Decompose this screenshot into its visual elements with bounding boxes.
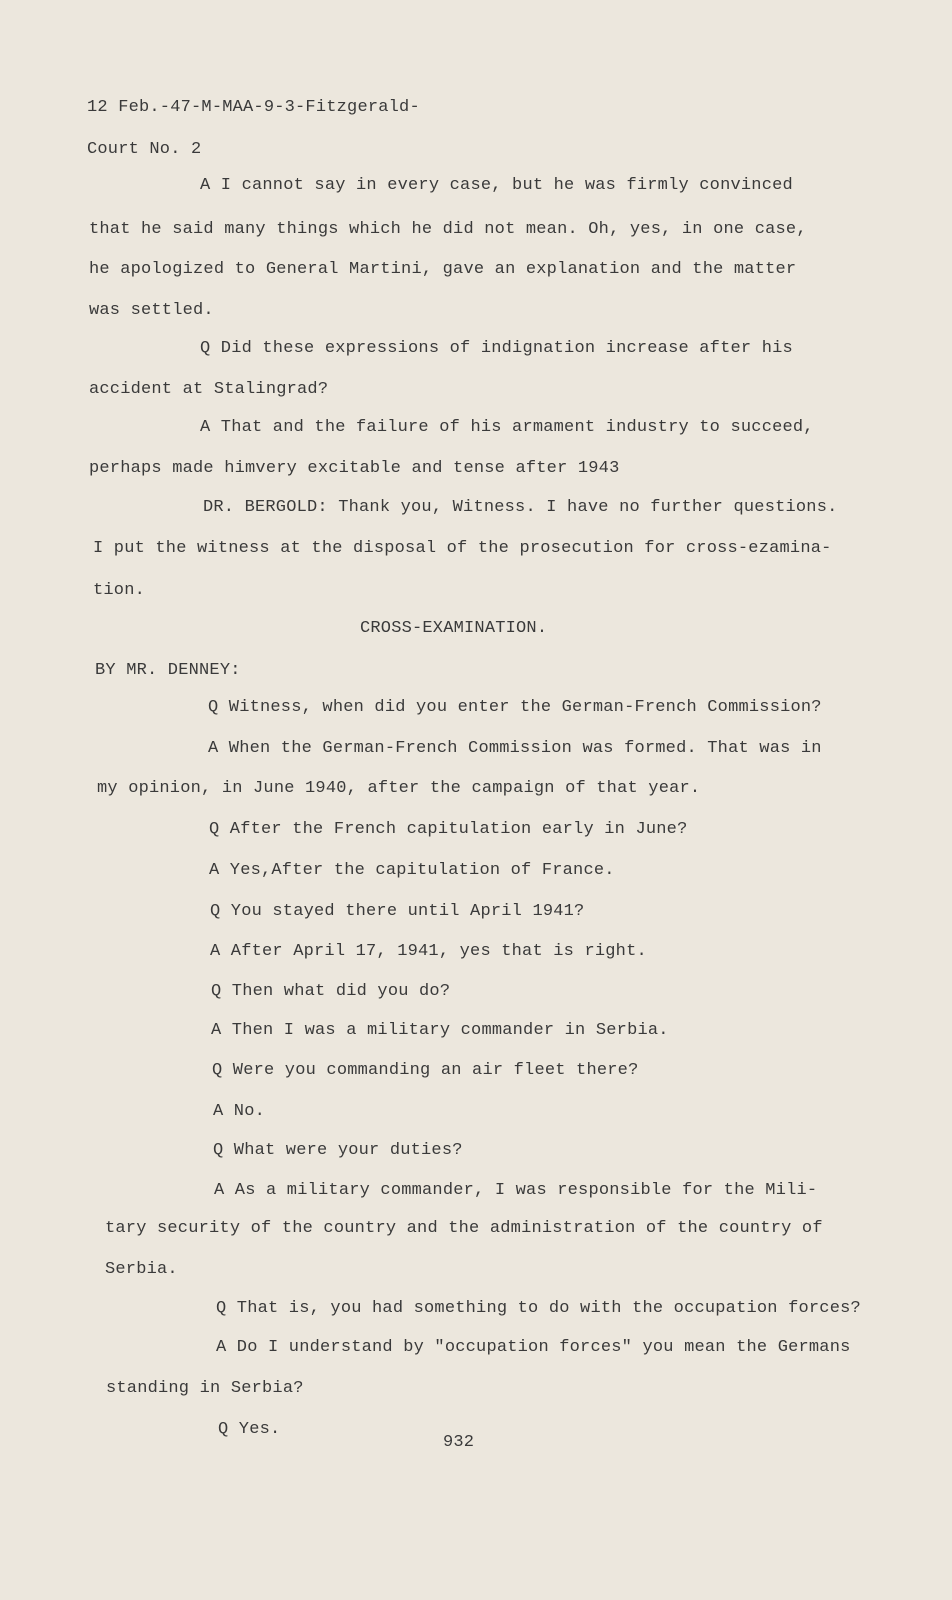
transcript-line: he apologized to General Martini, gave an explanation and the matter [89, 260, 797, 279]
transcript-line: A Do I understand by "occupation forces" you mean the Germans [216, 1338, 851, 1357]
court-number: Court No. 2 [87, 140, 202, 159]
transcript-line: perhaps made himvery excitable and tense after 1943 [89, 459, 620, 478]
transcript-line: Q Did these expressions of indignation increase after his [200, 339, 793, 358]
transcript-line: A Then I was a military commander in Serbia. [211, 1021, 669, 1040]
transcript-line: Serbia. [105, 1260, 178, 1279]
transcript-line: A No. [213, 1102, 266, 1121]
examiner-label: BY MR. DENNEY: [95, 661, 241, 680]
transcript-line: Q Were you commanding an air fleet there? [212, 1061, 639, 1080]
transcript-line: accident at Stalingrad? [89, 380, 329, 399]
transcript-line: I put the witness at the disposal of the prosecution for cross-ezamina- [93, 539, 832, 558]
transcript-line: A After April 17, 1941, yes that is right. [210, 942, 647, 961]
transcript-line: Q Witness, when did you enter the German-French Commission? [208, 698, 822, 717]
transcript-line: A I cannot say in every case, but he was firmly convinced [200, 176, 793, 195]
transcript-line: Q Yes. [218, 1420, 281, 1439]
transcript-line: A When the German-French Commission was formed. That was in [208, 739, 822, 758]
section-heading: CROSS-EXAMINATION. [360, 619, 548, 638]
transcript-line: A As a military commander, I was responsible for the Mili- [214, 1181, 818, 1200]
transcript-line: Q What were your duties? [213, 1141, 463, 1160]
header-reference: 12 Feb.-47-M-MAA-9-3-Fitzgerald- [87, 98, 420, 117]
transcript-line: standing in Serbia? [106, 1379, 304, 1398]
transcript-line: A Yes,After the capitulation of France. [209, 861, 615, 880]
transcript-line: tary security of the country and the administration of the country of [105, 1219, 823, 1238]
transcript-line: Q Then what did you do? [211, 982, 451, 1001]
transcript-line: Q You stayed there until April 1941? [210, 902, 585, 921]
transcript-line: my opinion, in June 1940, after the campaign of that year. [97, 779, 701, 798]
transcript-line: A That and the failure of his armament industry to succeed, [200, 418, 814, 437]
transcript-line: Q That is, you had something to do with the occupation forces? [216, 1299, 861, 1318]
page-number: 932 [443, 1433, 475, 1452]
transcript-line: that he said many things which he did not mean. Oh, yes, in one case, [89, 220, 807, 239]
transcript-line: was settled. [89, 301, 214, 320]
transcript-line: tion. [93, 581, 146, 600]
transcript-line: Q After the French capitulation early in June? [209, 820, 688, 839]
transcript-line: DR. BERGOLD: Thank you, Witness. I have no further questions. [203, 498, 838, 517]
